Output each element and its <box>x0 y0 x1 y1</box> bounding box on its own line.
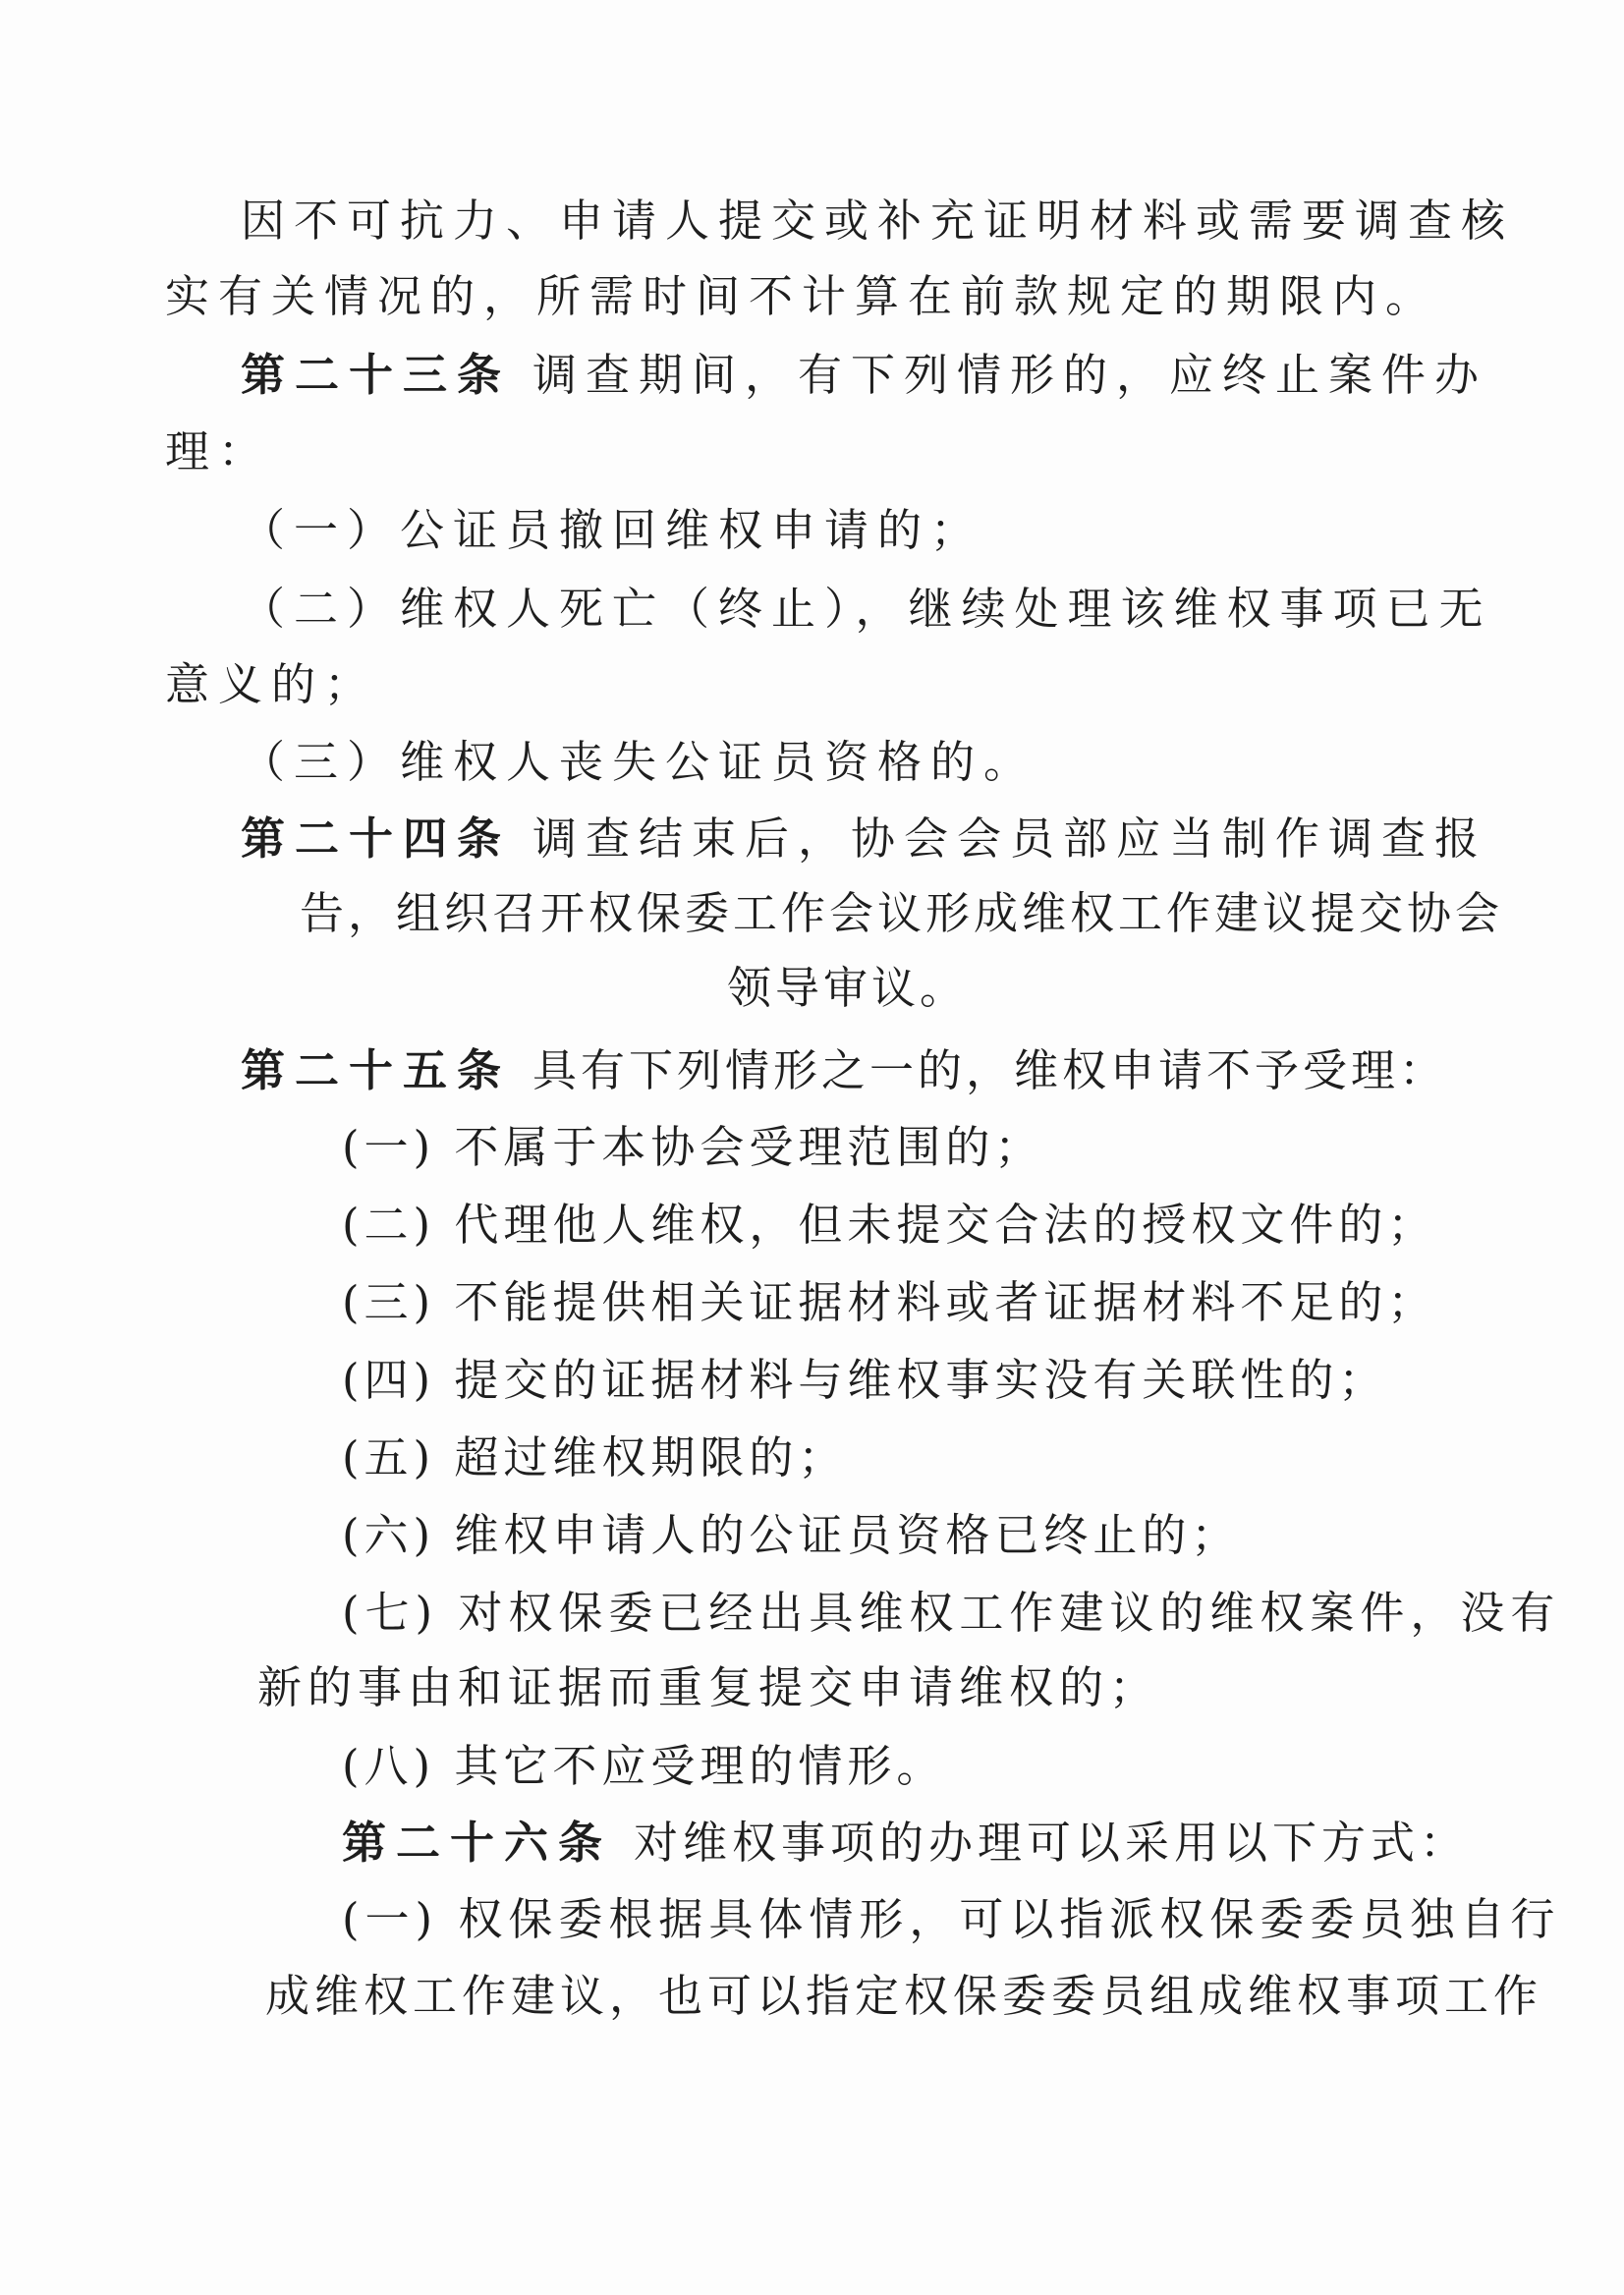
list-item: （一）公证员撤回维权申请的； <box>241 504 984 556</box>
list-item: (六) 维权申请人的公证员资格已终止的； <box>342 1509 1241 1561</box>
paragraph-line: 实有关情况的，所需时间不计算在前款规定的期限内。 <box>165 270 1439 322</box>
paragraph-line: 理： <box>165 425 272 477</box>
paragraph-line: 因不可抗力、申请人提交或补充证明材料或需要调查核 <box>241 195 1515 247</box>
article-text: 对维权事项的办理可以采用以下方式： <box>634 1817 1470 1869</box>
paragraph-line: 意义的； <box>165 658 378 710</box>
list-item: (三) 不能提供相关证据材料或者证据材料不足的； <box>342 1276 1437 1328</box>
article-25-line <box>241 1041 1447 1100</box>
article-heading: 第二十五条 <box>241 1044 512 1096</box>
article-text: 调查期间，有下列情形的，应终止案件办 <box>532 349 1488 401</box>
article-heading: 第二十六条 <box>342 1817 613 1869</box>
article-heading: 第二十三条 <box>241 349 512 401</box>
list-item: (八) 其它不应受理的情形。 <box>342 1740 946 1792</box>
article-26-line <box>342 1814 1469 1873</box>
list-item: (一) 权保委根据具体情形，可以指派权保委委员独自行 <box>342 1893 1561 1945</box>
article-23-line <box>241 346 1487 405</box>
list-item: (一) 不属于本协会受理范围的； <box>342 1121 1044 1173</box>
paragraph-line: 成维权工作建议，也可以指定权保委委员组成维权事项工作 <box>265 1970 1543 2022</box>
list-item: (五) 超过维权期限的； <box>342 1431 848 1483</box>
list-item: （二）维权人死亡（终止），继续处理该维权事项已无 <box>241 583 1492 635</box>
article-heading: 第二十四条 <box>241 812 512 865</box>
paragraph-line: 领导审议。 <box>727 962 969 1014</box>
list-item: （三）维权人丧失公证员资格的。 <box>241 736 1037 788</box>
paragraph-line: 新的事由和证据而重复提交申请维权的； <box>257 1661 1160 1713</box>
list-item: (四) 提交的证据材料与维权事实没有关联性的； <box>342 1354 1388 1406</box>
article-text: 具有下列情形之一的，维权申请不予受理： <box>532 1044 1448 1096</box>
list-item: (二) 代理他人维权，但未提交合法的授权文件的； <box>342 1199 1437 1251</box>
article-24-line <box>241 810 1487 868</box>
list-item: (七) 对权保委已经出具维权工作建议的维权案件，没有 <box>342 1587 1561 1639</box>
paragraph-line: 告，组织召开权保委工作会议形成维权工作建议提交协会 <box>300 887 1504 939</box>
article-text: 调查结束后，协会会员部应当制作调查报 <box>532 812 1488 865</box>
